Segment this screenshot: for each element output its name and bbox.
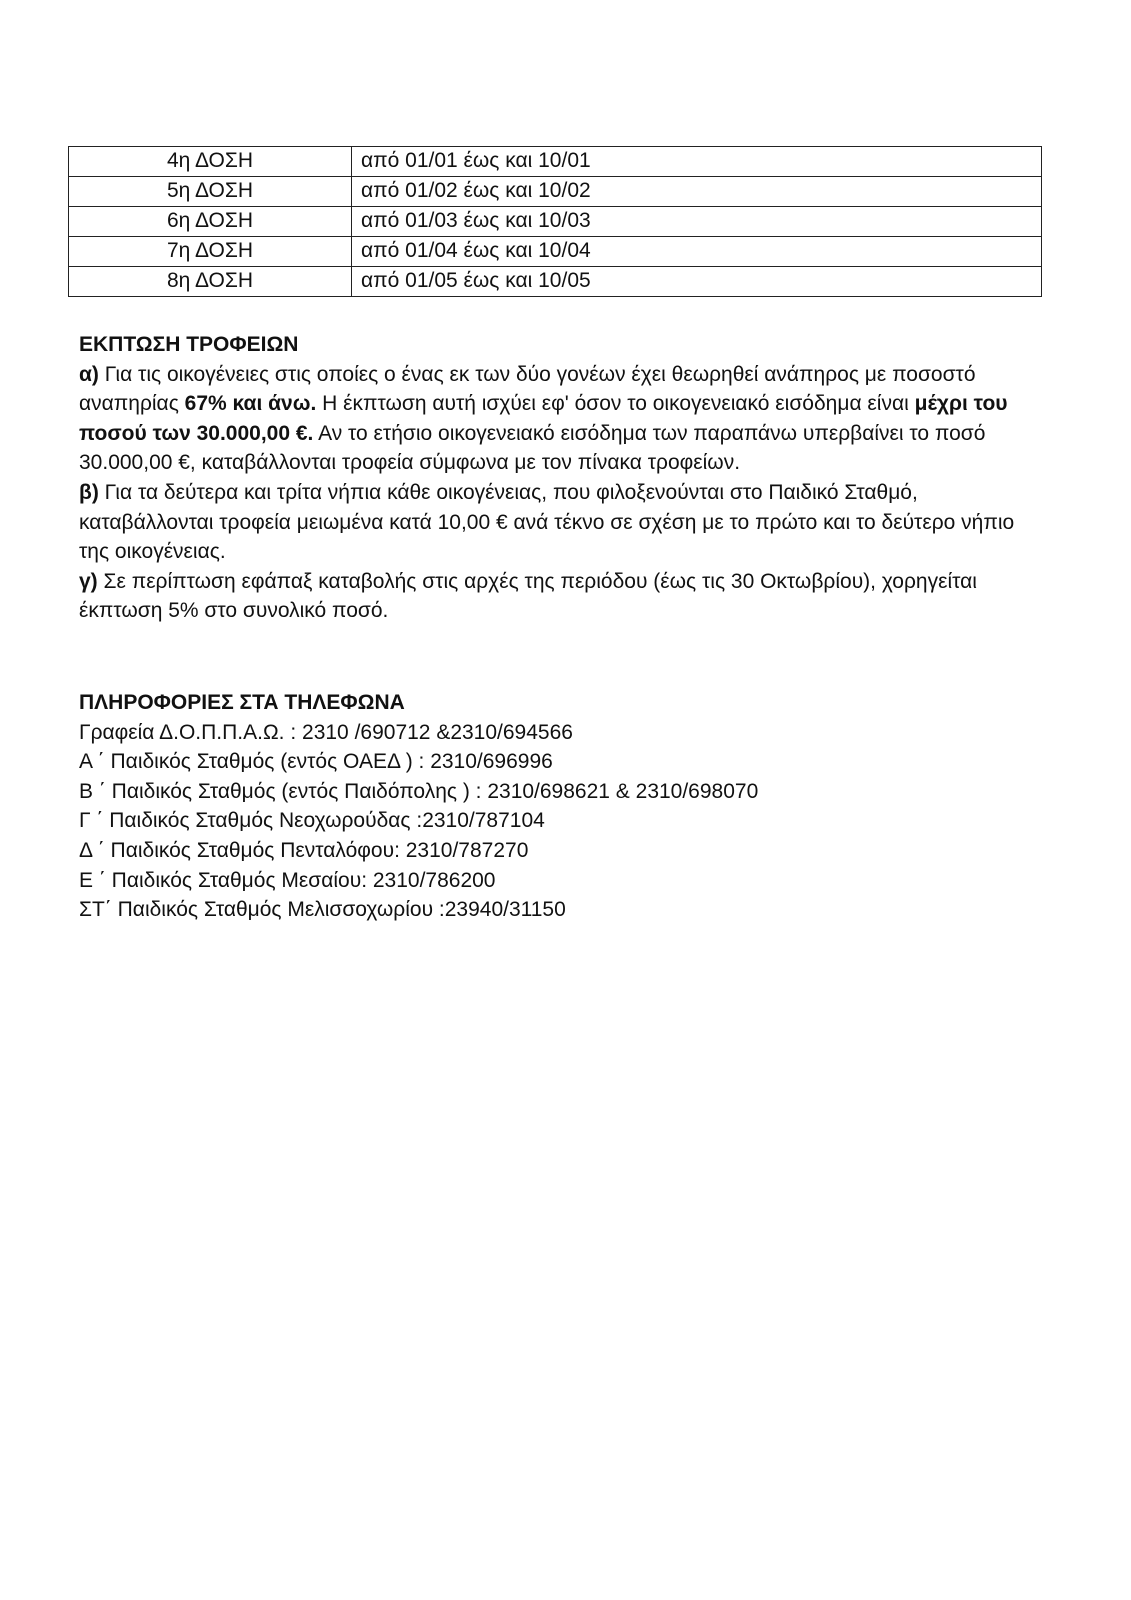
period-cell: από 01/03 έως και 10/03: [352, 207, 1042, 237]
paragraph-text: Σε περίπτωση εφάπαξ καταβολής στις αρχές της περιόδου (έως τις 30 Οκτωβρίου), χορηγείται έκπτωση 5% στο συνολικό ποσό.: [79, 569, 977, 623]
dose-cell: 4η ΔΟΣΗ: [69, 147, 352, 177]
discount-paragraph-b: [79, 478, 1039, 567]
period-cell: από 01/01 έως και 10/01: [352, 147, 1042, 177]
dose-schedule-table: [68, 146, 1042, 297]
phone-line: Β ΄ Παιδικός Σταθμός (εντός Παιδόπολης ) : 2310/698621 & 2310/698070: [79, 779, 759, 803]
phone-line: Α ΄ Παιδικός Σταθμός (εντός ΟΑΕΔ ) : 2310/696996: [79, 750, 553, 774]
emphasis-text: 67% και άνω.: [184, 392, 317, 416]
phone-line: Ε ΄ Παιδικός Σταθμός Μεσαίου: 2310/786200: [79, 868, 496, 892]
table-row: [69, 177, 1042, 207]
discount-heading: ΕΚΠΤΩΣΗ ΤΡΟΦΕΙΩΝ: [79, 333, 299, 356]
paragraph-text: Για τα δεύτερα και τρίτα νήπια κάθε οικογένειας, που φιλοξενούνται στο Παιδικό Σταθμό, καταβάλλονται τροφεία μειωμένα κατά 10,00 € ανά τέκνο σε σχέση με το πρώτο και το δεύτερο νήπιο της οικογένειας.: [79, 480, 1015, 564]
phone-line: ΣΤ΄ Παιδικός Σταθμός Μελισσοχωρίου :23940/31150: [79, 898, 566, 922]
paragraph-text: Η έκπτωση αυτή ισχύει εφ' όσον το οικογενειακό εισόδημα είναι: [316, 392, 915, 416]
paragraph-text: Αν το ετήσιο οικογενειακό εισόδημα των παραπάνω υπερβαίνει το ποσό 30.000,00 €, καταβάλλονται τροφεία σύμφωνα με τον πίνακα τροφείων.: [79, 421, 986, 475]
item-label: γ): [79, 569, 98, 593]
discount-paragraph-c: [79, 567, 1039, 626]
phones-section: [79, 688, 1039, 925]
discount-paragraph-a: [79, 360, 1039, 478]
table-row: [69, 267, 1042, 297]
phone-line: Γραφεία Δ.Ο.Π.Π.Α.Ω. : 2310 /690712 &2310/694566: [79, 720, 573, 744]
table-row: [69, 147, 1042, 177]
period-cell: από 01/02 έως και 10/02: [352, 177, 1042, 207]
period-cell: από 01/04 έως και 10/04: [352, 237, 1042, 267]
table-row: [69, 207, 1042, 237]
dose-cell: 6η ΔΟΣΗ: [69, 207, 352, 237]
period-cell: από 01/05 έως και 10/05: [352, 267, 1042, 297]
dose-cell: 5η ΔΟΣΗ: [69, 177, 352, 207]
phones-heading: ΠΛΗΡΟΦΟΡΙΕΣ ΣΤΑ ΤΗΛΕΦΩΝΑ: [79, 691, 405, 714]
item-label: α): [79, 362, 99, 386]
discount-section: [79, 330, 1039, 626]
dose-cell: 8η ΔΟΣΗ: [69, 267, 352, 297]
item-label: β): [79, 480, 99, 504]
emphasis-text: μέχρι του ποσού των 30.000,00 €.: [79, 392, 1008, 445]
paragraph-text: Για τις οικογένειες στις οποίες ο ένας εκ των δύο γονέων έχει θεωρηθεί ανάπηρος με ποσοστό αναπηρίας: [79, 362, 976, 416]
dose-cell: 7η ΔΟΣΗ: [69, 237, 352, 267]
table-row: [69, 237, 1042, 267]
phone-line: Δ ΄ Παιδικός Σταθμός Πενταλόφου: 2310/787270: [79, 838, 529, 862]
phone-line: Γ ΄ Παιδικός Σταθμός Νεοχωρούδας :2310/787104: [79, 809, 545, 833]
